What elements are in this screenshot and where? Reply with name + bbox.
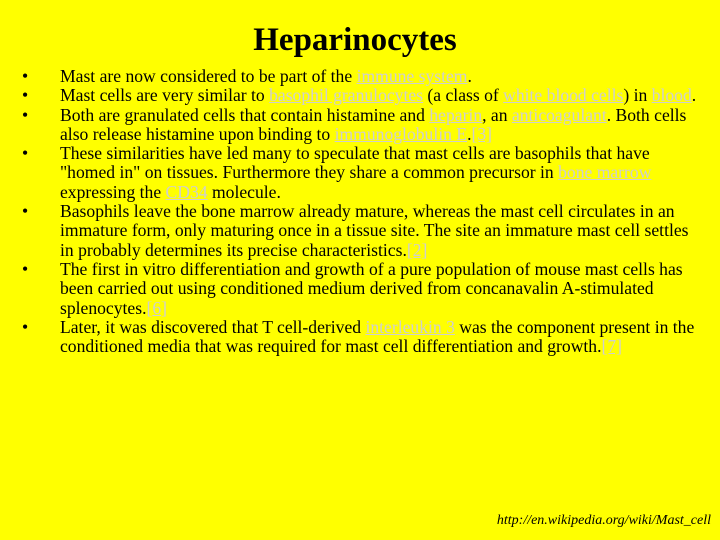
bullet-text: was the component present in the conditioned media that was required for mast cell differentiation and growth. [60, 316, 695, 357]
bullet-text: ) in [623, 85, 652, 106]
hyperlink[interactable]: interleukin 3 [365, 316, 455, 337]
hyperlink[interactable]: immunoglobulin E [334, 123, 468, 144]
bullet-text: expressing the [60, 181, 166, 202]
bullet-text: . Both cells also release histamine upon binding to [60, 104, 687, 144]
slide-title: Heparinocytes [253, 22, 457, 58]
hyperlink[interactable]: bone marrow [558, 162, 652, 183]
bullet-item [22, 260, 702, 318]
bullet-text: . [467, 66, 472, 86]
bullet-text: (a class of [423, 85, 504, 106]
source-citation: http://en.wikipedia.org/wiki/Mast_cell [496, 513, 711, 528]
hyperlink[interactable]: basophil granulocytes [269, 85, 424, 106]
bullet-text: . [691, 85, 697, 106]
bullet-text: Mast cells are very similar to [60, 85, 270, 106]
bullet-marker: • [22, 66, 29, 86]
hyperlink[interactable]: [2] [406, 239, 428, 260]
hyperlink[interactable]: [7] [601, 336, 623, 357]
bullet-item [22, 318, 702, 357]
bullet-text: molecule. [207, 181, 281, 202]
bullet-item [22, 106, 702, 145]
hyperlink[interactable]: [6] [146, 297, 167, 318]
bullet-list [22, 67, 702, 356]
bullet-text: These similarities have led many to speculate that mast cells are basophils that have "homed in" on tissues. Furthermore they share a common precursor in [60, 143, 650, 183]
hyperlink[interactable]: CD34 [165, 181, 208, 202]
bullet-marker: • [22, 201, 29, 222]
bullet-item [22, 202, 702, 260]
bullet-marker: • [22, 258, 29, 279]
bullet-text: , an [482, 104, 512, 125]
hyperlink[interactable]: [3] [471, 123, 492, 144]
bullet-text: Basophils leave the bone marrow already mature, whereas the mast cell circulates in an immature form, only maturing once in a tissue site. The site an immature mast cell settles in probably determines its precise characteristics. [60, 201, 689, 260]
hyperlink[interactable]: blood [651, 85, 692, 106]
bullet-item [22, 86, 702, 105]
bullet-marker: • [22, 143, 29, 164]
bullet-text: Both are granulated cells that contain histamine and [60, 104, 430, 125]
bullet-text: The first in vitro differentiation and growth of a pure population of mouse mast cells has been carried out using conditioned medium derived from concanavalin A-stimulated splenocytes. [60, 258, 683, 318]
hyperlink[interactable]: white blood cells [503, 85, 624, 106]
hyperlink[interactable]: immune system [356, 66, 468, 86]
bullet-marker: • [22, 316, 29, 337]
bullet-marker: • [22, 85, 29, 106]
bullet-item [22, 67, 702, 86]
bullet-text: Later, it was discovered that T cell-derived [60, 316, 366, 337]
bullet-text: Mast are now considered to be part of the [60, 66, 357, 86]
bullet-marker: • [22, 104, 29, 125]
hyperlink[interactable]: heparin [429, 104, 483, 125]
bullet-item [22, 144, 702, 202]
hyperlink[interactable]: anticoagulant [511, 104, 607, 125]
bullet-text: . [467, 123, 472, 144]
